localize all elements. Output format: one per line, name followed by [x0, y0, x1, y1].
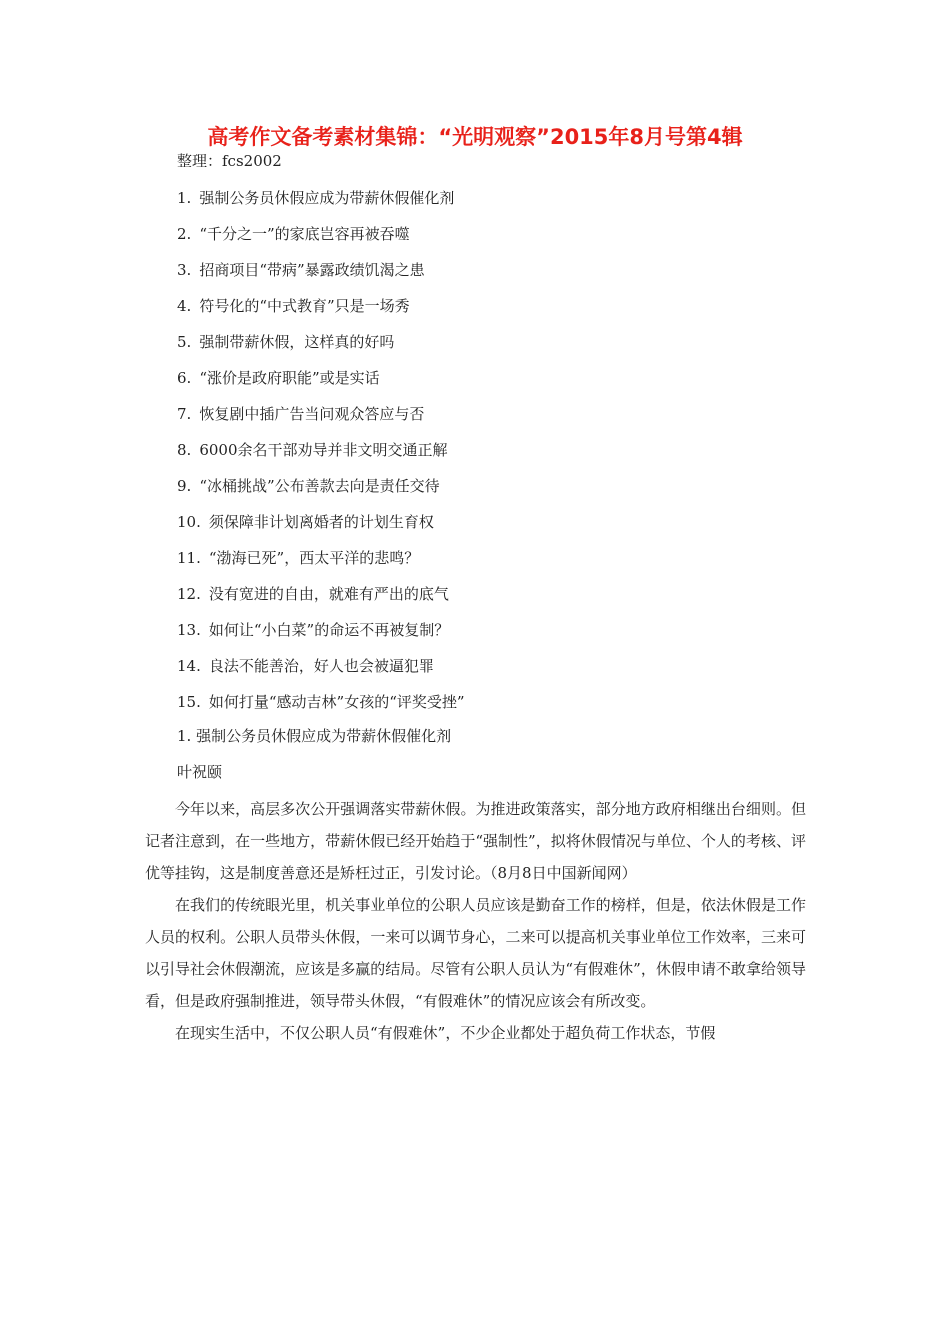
toc-item-text: 须保障非计划离婚者的计划生育权	[208, 513, 434, 531]
toc-item-text: “涨价是政府职能”或是实话	[199, 369, 380, 387]
toc-item	[177, 546, 465, 582]
toc-item-text: “渤海已死”，西太平洋的悲鸣？	[208, 549, 420, 567]
article-paragraph: 今年以来，高层多次公开强调落实带薪休假。为推进政策落实，部分地方政府相继出台细则。但记者注意到，在一些地方，带薪休假已经开始趋于“强制性”，拟将休假情况与单位、个人的考核、评优等挂钩，这是制度善意还是矫枉过正，引发讨论。（8月8日中国新闻网）	[145, 800, 806, 882]
article-heading: 1. 强制公务员休假应成为带薪休假催化剂	[177, 727, 452, 745]
toc-item-text: 强制公务员休假应成为带薪休假催化剂	[199, 189, 455, 207]
toc-item-text: 6000余名干部劝导并非文明交通正解	[199, 441, 448, 459]
toc-item-text: 如何让“小白菜”的命运不再被复制？	[208, 621, 450, 639]
toc-item-number: 5.	[177, 333, 192, 351]
toc-item-text: 良法不能善治，好人也会被逼犯罪	[208, 657, 434, 675]
toc-item-number: 11.	[177, 549, 201, 567]
toc-item-number: 3.	[177, 261, 192, 279]
toc-item	[177, 474, 465, 510]
toc-item-text: “冰桶挑战”公布善款去向是责任交待	[199, 477, 440, 495]
toc-item	[177, 366, 465, 402]
toc-item-number: 4.	[177, 297, 192, 315]
compiler-line: 整理：fcs2002	[177, 152, 282, 170]
toc-item-text: 符号化的“中式教育”只是一场秀	[199, 297, 410, 315]
toc-item-text: 没有宽进的自由，就难有严出的底气	[208, 585, 449, 603]
toc-item	[177, 402, 465, 438]
toc-item-number: 8.	[177, 441, 192, 459]
toc-item-number: 14.	[177, 657, 201, 675]
article-author: 叶祝颐	[177, 763, 223, 781]
article-body	[145, 793, 806, 1049]
toc-item-number: 6.	[177, 369, 192, 387]
table-of-contents	[177, 186, 465, 726]
toc-item	[177, 186, 465, 222]
toc-item	[177, 618, 465, 654]
toc-item	[177, 222, 465, 258]
toc-item-number: 13.	[177, 621, 201, 639]
toc-item-number: 9.	[177, 477, 192, 495]
toc-item	[177, 258, 465, 294]
toc-item-text: 如何打量“感动吉林”女孩的“评奖受挫”	[208, 693, 465, 711]
toc-item	[177, 294, 465, 330]
toc-item-number: 10.	[177, 513, 201, 531]
toc-item-text: 恢复剧中插广告当问观众答应与否	[199, 405, 425, 423]
toc-item	[177, 690, 465, 726]
toc-item	[177, 330, 465, 366]
toc-item	[177, 654, 465, 690]
document-title: 高考作文备考素材集锦：“光明观察”2015年8月号第4辑	[207, 125, 743, 149]
toc-item-text: 招商项目“带病”暴露政绩饥渴之患	[199, 261, 425, 279]
toc-item	[177, 510, 465, 546]
article-paragraph: 在我们的传统眼光里，机关事业单位的公职人员应该是勤奋工作的榜样，但是，依法休假是工作人员的权利。公职人员带头休假，一来可以调节身心，二来可以提高机关事业单位工作效率，三来可以引导社会休假潮流，应该是多赢的结局。尽管有公职人员认为“有假难休”，休假申请不敢拿给领导看，但是政府强制推进，领导带头休假，“有假难休”的情况应该会有所改变。	[145, 896, 806, 1010]
toc-item-number: 7.	[177, 405, 192, 423]
toc-item-number: 2.	[177, 225, 192, 243]
toc-item-text: 强制带薪休假，这样真的好吗	[199, 333, 395, 351]
article-paragraph: 在现实生活中，不仅公职人员“有假难休”，不少企业都处于超负荷工作状态，节假	[175, 1024, 716, 1042]
toc-item-number: 1.	[177, 189, 192, 207]
toc-item-text: “千分之一”的家底岂容再被吞噬	[199, 225, 410, 243]
toc-item-number: 12.	[177, 585, 201, 603]
toc-item	[177, 582, 465, 618]
toc-item-number: 15.	[177, 693, 201, 711]
toc-item	[177, 438, 465, 474]
